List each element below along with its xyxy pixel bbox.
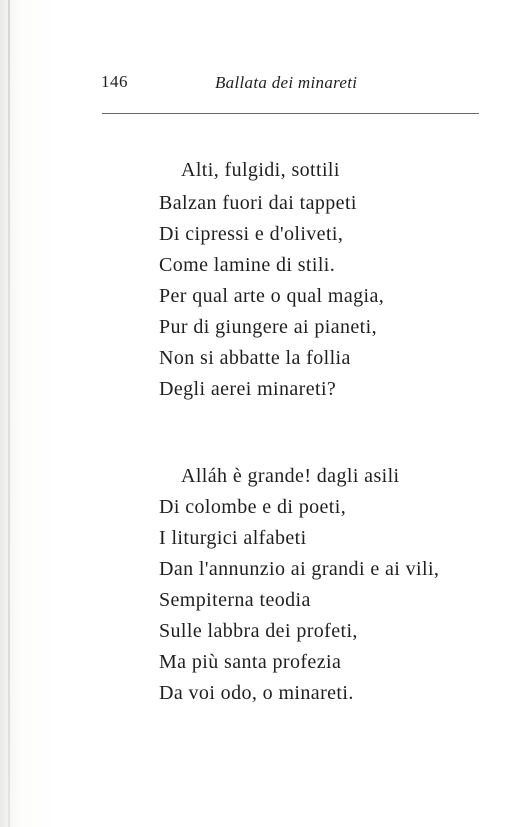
verse-line: Non si abbatte la follia — [159, 347, 351, 369]
page-gutter-edge — [8, 0, 10, 827]
verse-line: Sulle labbra dei profeti, — [159, 620, 358, 642]
verse-line: Degli aerei minareti? — [159, 378, 337, 400]
verse-line: Pur di giungere ai pianeti, — [159, 316, 377, 338]
verse-line: Da voi odo, o minareti. — [159, 682, 354, 704]
verse-line: I liturgici alfabeti — [159, 527, 307, 549]
verse-line: Dan l'annunzio ai grandi e ai vili, — [159, 558, 440, 580]
page-number: 146 — [101, 72, 128, 91]
verse-line: Ma più santa profezia — [159, 651, 342, 673]
verse-line: Di colombe e di poeti, — [159, 496, 347, 518]
verse-line: Di cipressi e d'oliveti, — [159, 223, 344, 245]
running-title: Ballata dei minareti — [215, 73, 358, 92]
verse-line: Balzan fuori dai tappeti — [159, 192, 357, 214]
verse-line: Alláh è grande! dagli asili — [181, 465, 400, 487]
header-rule — [102, 113, 479, 114]
verse-line: Per qual arte o qual magia, — [159, 285, 385, 307]
verse-line: Alti, fulgidi, sottili — [181, 159, 340, 181]
verse-line: Come lamine di stili. — [159, 254, 336, 276]
verse-line: Sempiterna teodia — [159, 589, 311, 611]
